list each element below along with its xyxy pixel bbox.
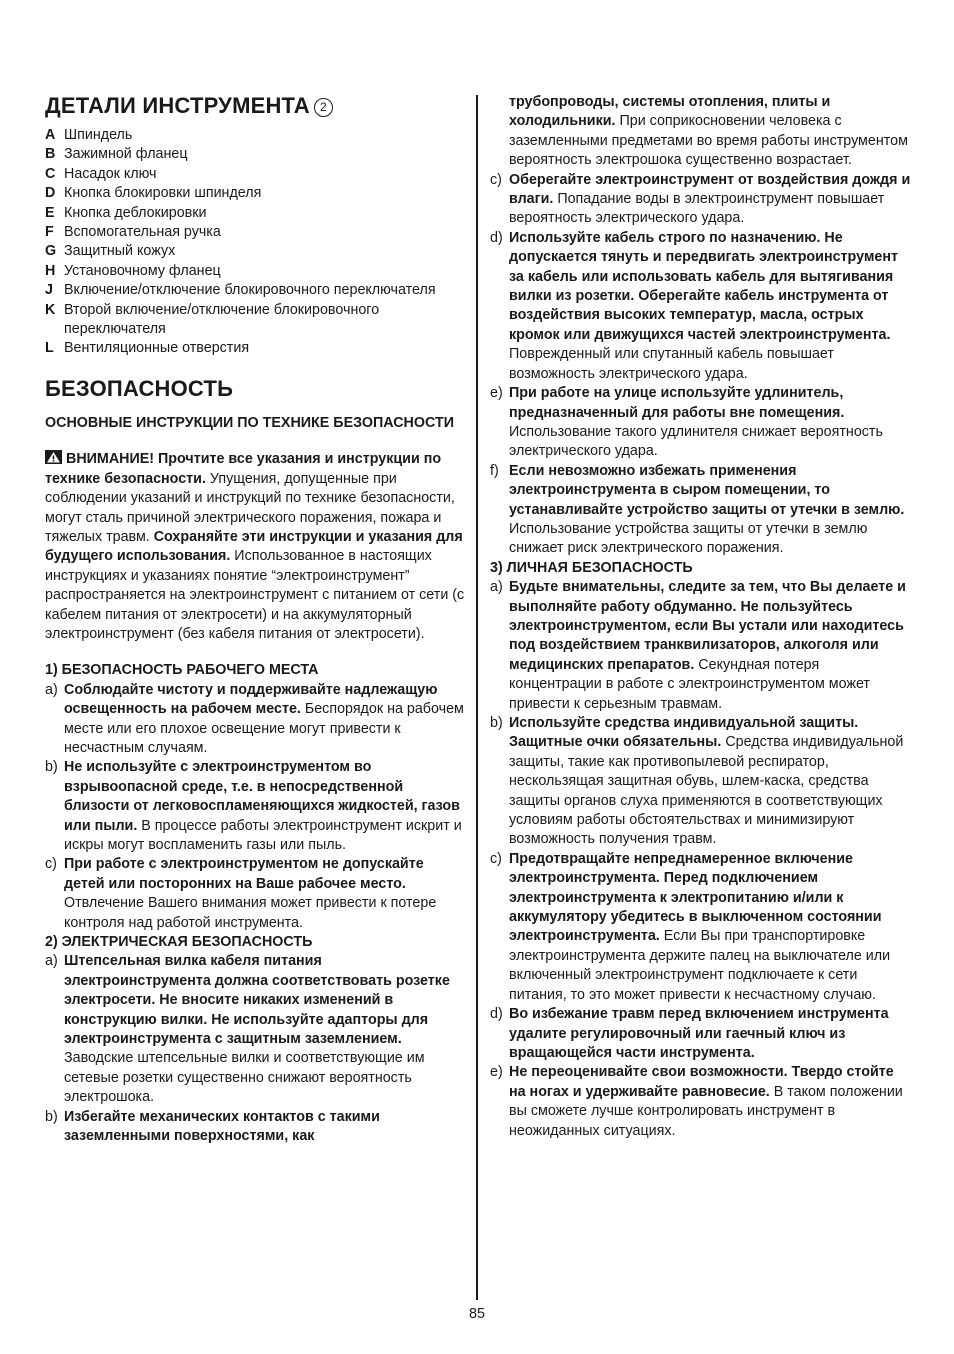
item-text: Заводские штепсельные вилки и соответствующие им сетевые розетки существенно снижают вероятность электрошока.	[64, 1050, 425, 1106]
part-key: H	[45, 262, 56, 279]
part-key: B	[45, 146, 56, 163]
safety-item	[490, 1005, 912, 1063]
part-key: F	[45, 224, 54, 241]
warning-bold-2: Сохраняйте эти инструкции и указания для будущего использования.	[45, 528, 463, 565]
part-item	[45, 145, 467, 164]
parts-list	[45, 126, 467, 359]
item-text: Секундная потеря концентрации в работе с электроинструментом может привести к серьезным травмам.	[509, 656, 870, 712]
item-text: Попадание воды в электроинструмент повышает вероятность электрического удара.	[509, 191, 885, 227]
part-key: L	[45, 340, 54, 357]
part-label: Кнопка деблокировки	[64, 204, 207, 221]
safety-item	[490, 850, 912, 1005]
item-bold-text: Штепсельная вилка кабеля питания электроинструмента должна соответствовать розетке электросети. Не вносите никаких изменений в конструкцию вилки. Не используйте адапторы для электроинструмента с защитным заземлением.	[64, 953, 450, 1048]
part-label: Включение/отключение блокировочного переключателя	[64, 282, 436, 299]
safety-item	[490, 384, 912, 462]
safety-item	[490, 229, 912, 384]
item-letter: b)	[45, 759, 58, 776]
safety-item	[490, 714, 912, 850]
safety-heading: БЕЗОПАСНОСТЬ	[45, 375, 234, 401]
part-key: K	[45, 301, 56, 318]
item-letter: c)	[45, 856, 57, 873]
safety-item	[490, 1063, 912, 1141]
part-label: Установочному фланец	[64, 262, 221, 279]
item-letter: c)	[490, 171, 502, 188]
column-divider	[476, 95, 478, 1300]
item-letter: d)	[490, 229, 503, 246]
item-bold-text: Будьте внимательны, следите за тем, что Вы делаете и выполняйте работу обдуманно. Не пользуйтесь электроинструментом, если Вы устали или находитесь под воздействием транквилизаторов, алкоголя или медицинских препаратов.	[509, 579, 906, 673]
warning-triangle-icon	[45, 450, 62, 464]
part-key: G	[45, 243, 57, 260]
warning-bold-1: ВНИМАНИЕ! Прочтите все указания и инструкции по технике безопасности.	[45, 451, 442, 487]
item-bold-text: Во избежание травм перед включением инструмента удалите регулировочный или гаечный ключ из вращающейся части инструмента.	[509, 1006, 889, 1061]
safety-item	[490, 462, 912, 559]
section-3-list	[490, 578, 912, 1141]
right-column	[490, 93, 912, 1141]
section-2-list	[45, 952, 467, 1146]
part-label: Вентиляционные отверстия	[64, 340, 250, 357]
continued-bold: трубопроводы, системы отопления, плиты и холодильники.	[509, 94, 831, 130]
figure-ref: 2	[314, 98, 333, 117]
item-text: Использование устройства защиты от утечки в землю снижает риск электрического поражения.	[509, 520, 868, 557]
warning-text-2: Использованное в настоящих инструкциях и указаниях понятие “электроинструмент” распространяется на электроинструмент с питанием от сети (с кабелем питания от электросети) и на аккумуляторный электроинструмент (без кабеля питания от электросети).	[45, 548, 465, 642]
item-text: Если Вы при транспортировке электроинструмента держите палец на выключателе или включенный электроинструмент подключаете к сети питания, то это может привести к несчастному случаю.	[509, 928, 891, 1003]
item-bold-text: Не используйте с электроинструментом во взрывоопасной среде, т.е. в непосредственной близости от легковоспламеняющихся жидкостей, газов или пыли.	[64, 759, 460, 834]
item-text: В процессе работы электроинструмент искрит и искры могут воспламенить газы или пыль.	[64, 817, 462, 853]
item-letter: f)	[490, 462, 499, 479]
item-bold-text: При работе с электроинструментом не допускайте детей или посторонних на Ваше рабочее место.	[64, 856, 424, 892]
page-number: 85	[469, 1306, 485, 1322]
part-key: E	[45, 204, 55, 221]
part-item	[45, 165, 467, 184]
safety-item	[490, 578, 912, 714]
part-item	[45, 262, 467, 281]
part-key: A	[45, 127, 56, 143]
part-label: Шпиндель	[64, 127, 133, 143]
item-letter: a)	[45, 953, 58, 970]
part-item	[45, 184, 467, 203]
item-bold-text: Соблюдайте чистоту и поддерживайте надлежащую освещенность на рабочем месте.	[64, 681, 438, 718]
item-letter: c)	[490, 850, 502, 867]
safety-item	[45, 1108, 467, 1147]
item-bold-text: Используйте кабель строго по назначению. Не допускается тянуть и передвигать электроинструмент за кабель или использовать кабель для вытягивания вилки из розетки. Оберегайте кабель инструмента от воздействия высоких температур, масла, острых кромок или движущихся частей электроинструмента.	[509, 229, 899, 343]
part-item	[45, 339, 467, 358]
part-label: Защитный кожух	[64, 243, 176, 260]
item-bold-text: Оберегайте электроинструмент от воздействия дождя и влаги.	[509, 171, 911, 208]
left-column	[45, 93, 467, 1147]
part-item	[45, 281, 467, 300]
section-1-list	[45, 681, 467, 933]
safety-item	[490, 171, 912, 229]
item-text: Поврежденный или спутанный кабель повышает возможность электрического удара.	[509, 346, 834, 382]
part-key: C	[45, 165, 56, 182]
item-letter: e)	[490, 1064, 503, 1081]
part-item	[45, 242, 467, 261]
general-safety-subheading: ОСНОВНЫЕ ИНСТРУКЦИИ ПО ТЕХНИКЕ БЕЗОПАСНОСТИ	[45, 414, 454, 431]
section-2-list-continued	[490, 171, 912, 559]
safety-item	[45, 681, 467, 759]
section-2-b-continued	[490, 93, 912, 171]
part-item	[45, 301, 467, 340]
item-letter: d)	[490, 1006, 503, 1023]
safety-item	[45, 952, 467, 1107]
safety-item	[45, 855, 467, 933]
item-bold-text: Избегайте механических контактов с такими заземленными поверхностями, как	[64, 1108, 380, 1145]
item-text: Беспорядок на рабочем месте или его плохое освещение могут привести к несчастным случаям.	[64, 701, 464, 756]
part-label: Насадок ключ	[64, 165, 157, 182]
item-letter: a)	[490, 579, 503, 596]
item-letter: b)	[490, 715, 503, 731]
part-label: Кнопка блокировки шпинделя	[64, 185, 262, 202]
part-key: D	[45, 185, 56, 202]
part-key: J	[45, 282, 53, 299]
warning-text-1: Упущения, допущенные при соблюдении указаний и инструкций по технике безопасности, могут сталь причиной электрического поражения, пожара и тяжелых травм.	[45, 470, 455, 545]
part-label: Зажимной фланец	[64, 146, 188, 163]
part-label: Вспомогательная ручка	[64, 224, 221, 241]
item-bold-text: Если невозможно избежать применения электроинструмента в сыром помещении, то устанавливайте устройство защиты от утечки в землю.	[509, 462, 905, 518]
item-text: В таком положении вы сможете лучше контролировать инструмент в неожиданных ситуациях.	[509, 1083, 903, 1139]
parts-heading	[45, 93, 467, 119]
part-label: Второй включение/отключение блокировочного переключателя	[64, 301, 380, 338]
item-bold-text: При работе на улице используйте удлинитель, предназначенный для работы вне помещения.	[509, 385, 845, 421]
parts-title: ДЕТАЛИ ИНСТРУМЕНТА	[45, 93, 310, 118]
section-3-heading: 3) ЛИЧНАЯ БЕЗОПАСНОСТЬ	[490, 559, 693, 576]
continued-text: При соприкосновении человека с заземленными предметами во время работы инструментом вероятность электрошока существенно возрастает.	[509, 113, 908, 169]
item-letter: e)	[490, 385, 503, 402]
item-text: Средства индивидуальной защиты, такие как противопылевой респиратор, нескользящая защитная обувь, шлем-каска, средства защиты органов слуха применяются в соответствующих условиям работы обстоятельствах и минимизируют возможность получения травм.	[509, 734, 904, 848]
warning-paragraph	[45, 450, 467, 644]
part-item	[45, 204, 467, 223]
item-letter: a)	[45, 681, 58, 698]
item-text: Использование такого удлинителя снижает вероятность электрического удара.	[509, 423, 883, 460]
section-1-heading: 1) БЕЗОПАСНОСТЬ РАБОЧЕГО МЕСТА	[45, 662, 319, 679]
item-bold-text: Предотвращайте непреднамеренное включение электроинструмента. Перед подключением электроинструмента к электропитанию и/или к аккумулятору убедитесь в выключенном состоянии электроинструмента.	[509, 850, 882, 945]
part-item	[45, 126, 467, 145]
part-item	[45, 223, 467, 242]
item-bold-text: Не переоценивайте свои возможности. Твердо стойте на ногах и удерживайте равновесие.	[509, 1064, 894, 1100]
item-text: Отвлечение Вашего внимания может привести к потере контроля над работой инструмента.	[64, 895, 437, 931]
safety-item	[45, 758, 467, 855]
item-bold-text: Используйте средства индивидуальной защиты. Защитные очки обязательны.	[509, 715, 859, 751]
item-letter: b)	[45, 1108, 58, 1125]
section-2-heading: 2) ЭЛЕКТРИЧЕСКАЯ БЕЗОПАСНОСТЬ	[45, 934, 313, 951]
